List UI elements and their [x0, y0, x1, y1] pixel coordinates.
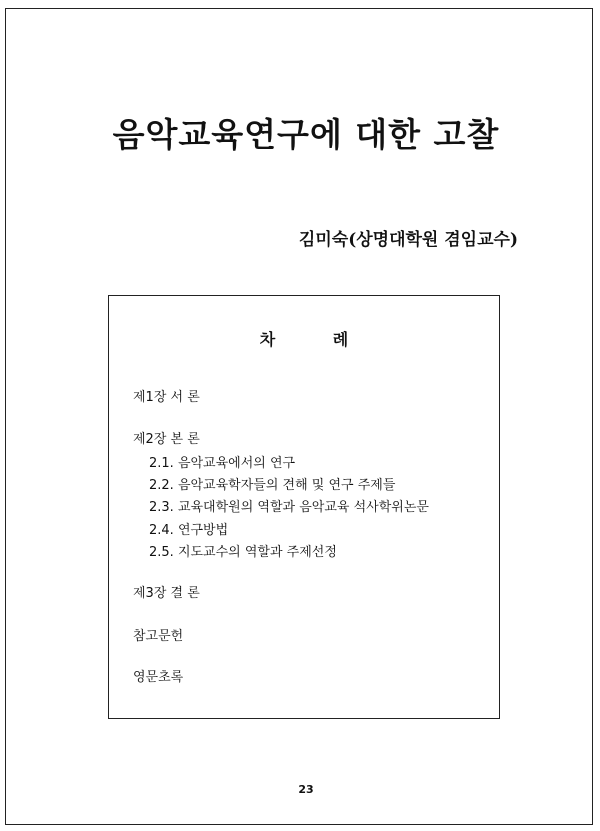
author-line: 김미숙(상명대학원 겸임교수)	[298, 230, 518, 250]
toc-item-section-2-5: 2.5. 지도교수의 역할과 주제선정	[149, 545, 337, 560]
toc-item-chapter-2: 제2장 본 론	[133, 432, 200, 447]
toc-item-section-2-1: 2.1. 음악교육에서의 연구	[149, 456, 296, 471]
page-frame	[5, 8, 593, 825]
toc-item-section-2-2: 2.2. 음악교육학자들의 견해 및 연구 주제들	[149, 478, 396, 493]
toc-item-references: 참고문헌	[133, 629, 184, 644]
table-of-contents	[108, 295, 500, 719]
toc-item-english-abstract: 영문초록	[133, 670, 184, 685]
toc-item-section-2-3: 2.3. 교육대학원의 역할과 음악교육 석사학위논문	[149, 500, 429, 515]
page-number: 23	[298, 783, 314, 796]
toc-item-chapter-3: 제3장 결 론	[133, 586, 200, 601]
toc-item-section-2-4: 2.4. 연구방법	[149, 523, 229, 538]
toc-item-chapter-1: 제1장 서 론	[133, 390, 200, 405]
toc-heading: 차 례	[259, 330, 375, 349]
document-title: 음악교육연구에 대한 고찰	[112, 115, 500, 154]
